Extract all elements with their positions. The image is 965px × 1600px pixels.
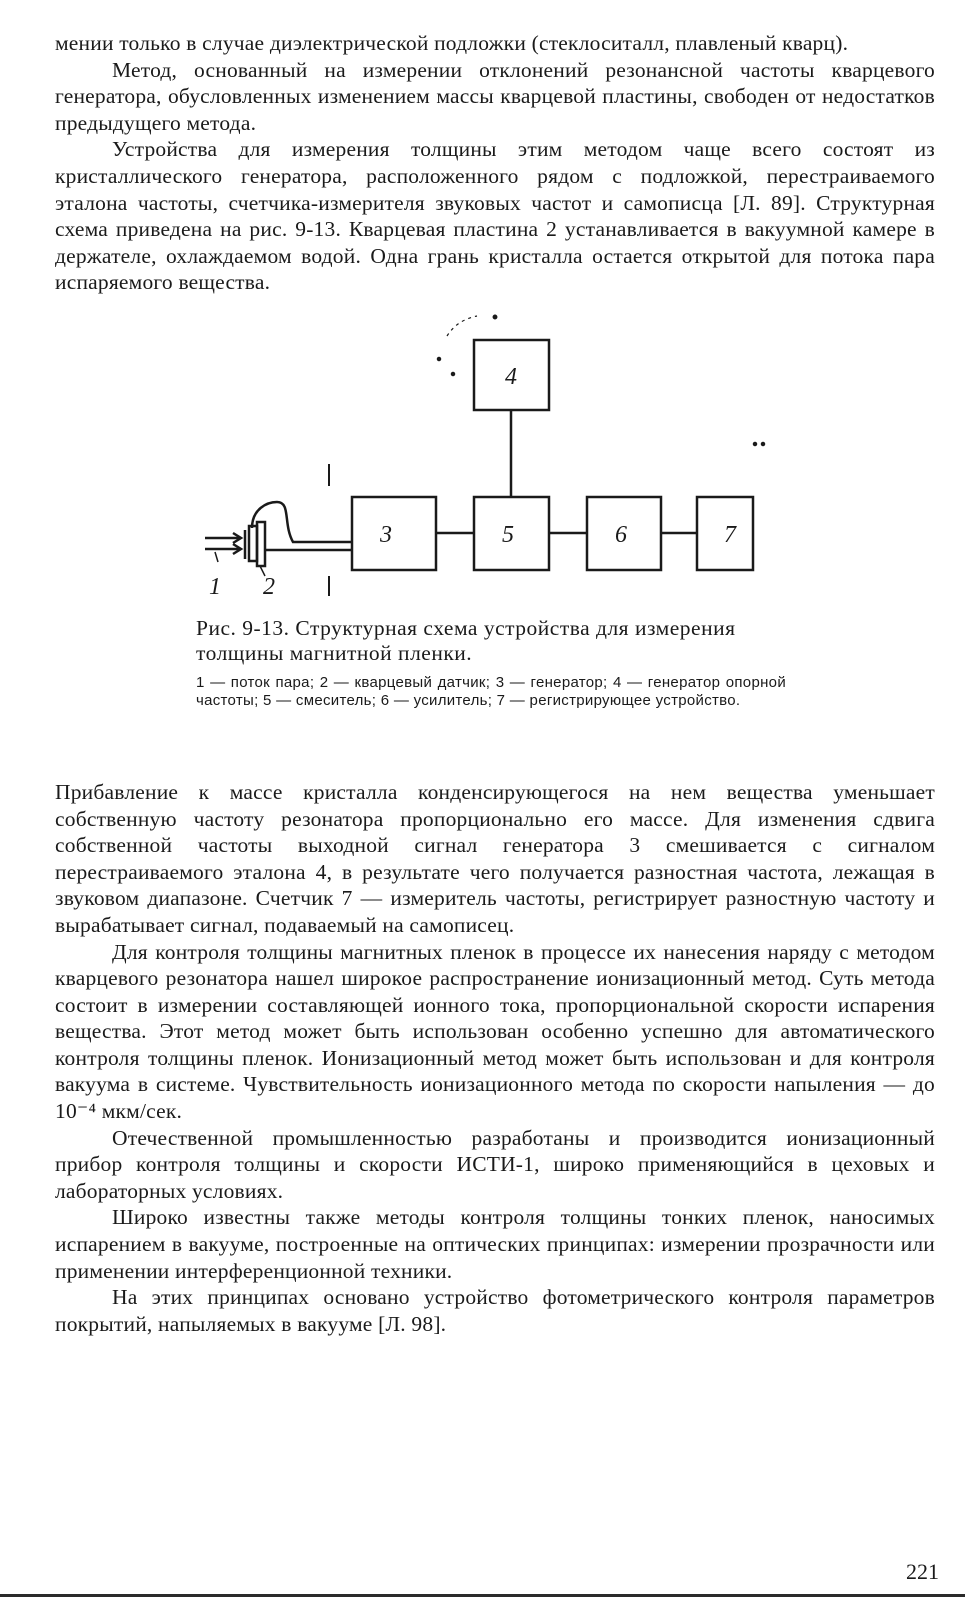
paragraph: Метод, основанный на измерении отклонений резонансной частоты кварцевого генератора, обусловленных изменением массы кварцевой пластины, свободен от недостатков предыдущего метода.: [55, 57, 935, 135]
caption-legend: 1 — поток пара; 2 — кварцевый датчик; 3 — генератор; 4 — генератор опорной частоты; 5 — смеситель; 6 — усилитель; 7 — регистрирующее устройство.: [196, 673, 786, 710]
page-number: 221: [906, 1559, 939, 1584]
caption-title: Рис. 9-13. Структурная схема устройства для измерения толщины магнитной пленки.: [196, 615, 736, 665]
label-1: 1: [209, 573, 221, 600]
crystal-holder: [257, 522, 265, 566]
paragraph: Широко известны также методы контроля толщины тонких пленок, наносимых испарением в вакууме, построенные на оптических принципах: измерении прозрачности или применении интерференционной техники.: [55, 1205, 935, 1283]
block-diagram: [55, 314, 935, 614]
figure-9-13: [55, 314, 935, 779]
paragraph: Для контроля толщины магнитных пленок в процессе их нанесения наряду с методом кварцевого резонатора нашел широкое распространение ионизационный метод. Суть метода состоит в измерении составляющей ионного тока, пропорциональной скорости испарения вещества. Этот метод может быть использован особенно успешно для автоматического контроля толщины пленок. Ионизационный метод может быть использован и для контроля вакуума в системе. Чувствительность ионизационного метода по скорости напыления — до 10⁻⁴ мкм/сек.: [55, 939, 935, 1124]
paragraph: мении только в случае диэлектрической подложки (стеклоситалл, плавленый кварц).: [55, 31, 849, 55]
page-bottom-rule: [0, 1594, 965, 1597]
block-3-label: 3: [380, 521, 392, 548]
page-content: [55, 30, 935, 1337]
block-3: [352, 497, 436, 570]
block-7-label: 7: [724, 521, 736, 548]
block-4-label: 4: [505, 363, 517, 390]
paragraph: На этих принципах основано устройство фотометрического контроля параметров покрытий, напыляемых в вакууме [Л. 98].: [55, 1285, 935, 1336]
block-5-label: 5: [502, 521, 514, 548]
label-2: 2: [263, 573, 275, 600]
holder-pipe-upper: [252, 502, 352, 542]
paragraph: Устройства для измерения толщины этим методом чаще всего состоят из кристаллического генератора, расположенного рядом с подложкой, перестраиваемого эталона частоты, счетчика-измерителя звуковых частот и самописца [Л. 89]. Структурная схема приведена на рис. 9-13. Кварцевая пластина 2 устанавливается в вакуумной камере в держателе, охлаждаемом водой. Одна грань кристалла остается открытой для потока пара испаряемого вещества.: [55, 137, 935, 295]
figure-caption: [196, 616, 786, 711]
block-6-label: 6: [615, 521, 627, 548]
paragraph: Прибавление к массе кристалла конденсирующегося на нем вещества уменьшает собственную частоту резонатора пропорционально его массе. Для изменения сдвига собственной частоты выходной сигнал генератора 3 смешивается с сигналом перестраиваемого эталона 4, в результате чего получается разностная частота, лежащая в звуковом диапазоне. Счетчик 7 — измеритель частоты, регистрирует разностную частоту и вырабатывает сигнал, подаваемый на самописец.: [55, 779, 935, 937]
paragraph: Отечественной промышленностью разработаны и производится ионизационный прибор контроля толщины и скорости ИСТИ-1, широко применяющийся в цеховых и лабораторных условиях.: [55, 1125, 935, 1203]
